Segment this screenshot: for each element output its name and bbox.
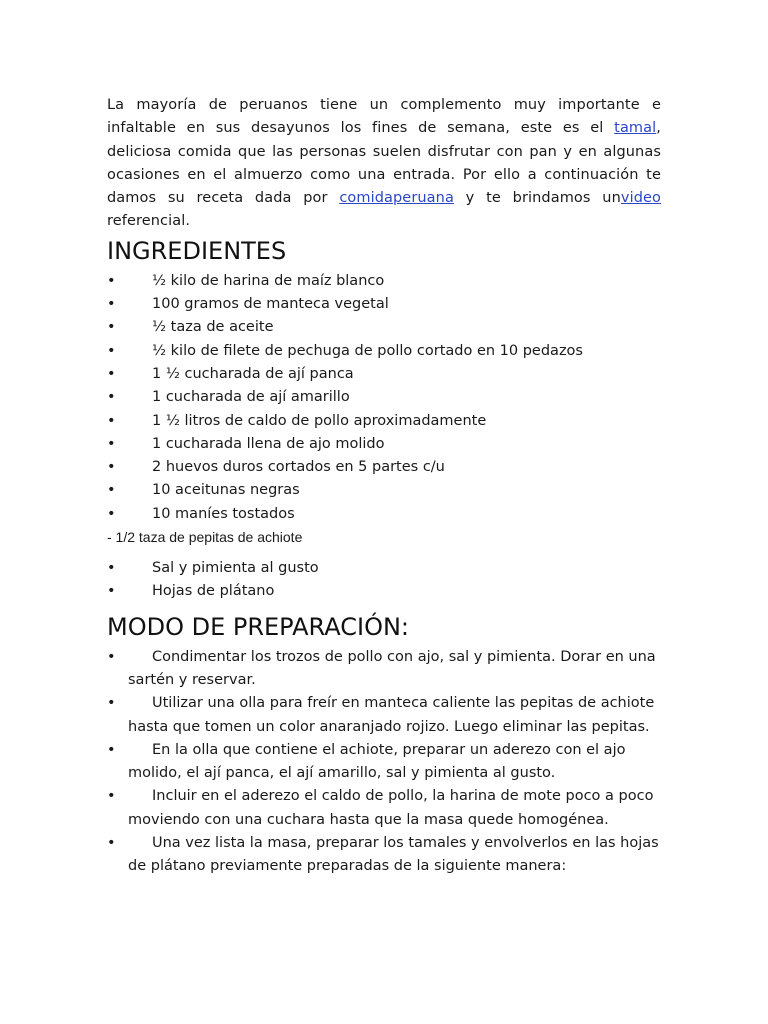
bullet-icon: • [107,342,116,359]
list-item [107,832,661,879]
comidaperuana-link[interactable]: comidaperuana [339,190,454,207]
list-item [107,363,661,386]
list-item [107,410,661,433]
list-item [107,456,661,479]
list-item [107,270,661,293]
list-item-text: Hojas de plátano [152,583,275,600]
list-item [107,340,661,363]
list-item [107,433,661,456]
list-item-text: 1 cucharada de ají amarillo [152,389,350,406]
bullet-icon: • [107,319,116,336]
list-item [107,316,661,339]
bullet-icon: • [107,459,116,476]
list-item-text: Incluir en el aderezo el caldo de pollo, la harina de mote poco a poco moviendo con una cuchara hasta que la masa quede homogénea. [128,788,654,828]
list-item [107,293,661,316]
bullet-icon: • [107,412,116,429]
list-item-text: Una vez lista la masa, preparar los tamales y envolverlos en las hojas de plátano previamente preparadas de la siguiente manera: [128,835,659,875]
video-link[interactable]: video [620,190,661,207]
intro-text-1: La mayoría de peruanos tiene un complemento muy importante e infaltable en sus desayunos los fines de semana, este es el [107,97,661,137]
list-item-text: 1 ½ cucharada de ají panca [152,365,354,382]
method-heading: MODO DE PREPARACIÓN: [107,612,410,641]
bullet-icon: • [107,788,116,805]
bullet-icon: • [107,435,116,452]
list-item-text: Utilizar una olla para freír en manteca caliente las pepitas de achiote hasta que tomen un color anaranjado rojizo. Luego eliminar las pepitas. [128,695,655,735]
bullet-icon: • [107,389,116,406]
list-item-text: En la olla que contiene el achiote, preparar un aderezo con el ajo molido, el ají panca, el ají amarillo, sal y pimienta al gusto. [128,741,626,782]
intro-paragraph [107,94,661,234]
list-item [107,580,661,603]
intro-text-2: , deliciosa comida que las personas suelen disfrutar con pan y en algunas ocasiones en el almuerzo como una entrada. Por ello a continuación te damos su receta dada por [107,120,661,207]
list-item [107,785,661,832]
bullet-icon: • [107,695,116,712]
bullet-icon: • [107,272,116,289]
list-item [107,386,661,409]
list-item-text: 10 aceitunas negras [152,482,300,499]
bullet-icon: • [107,560,116,577]
bullet-icon: • [107,648,116,665]
bullet-icon: • [107,482,116,499]
list-item-text: Condimentar los trozos de pollo con ajo, sal y pimienta. Dorar en una sartén y reservar. [128,648,656,688]
list-item-text: ½ kilo de filete de pechuga de pollo cortado en 10 pedazos [152,342,583,359]
list-item-text: 1 cucharada llena de ajo molido [152,435,385,452]
list-item-text: 2 huevos duros cortados en 5 partes c/u [152,459,445,476]
list-item [107,646,661,693]
list-item-text: ½ kilo de harina de maíz blanco [152,272,385,289]
tamal-link[interactable]: tamal [614,120,657,137]
list-item [107,739,661,786]
bullet-icon: • [107,741,116,758]
bullet-icon: • [107,296,116,313]
list-item-text: 100 gramos de manteca vegetal [152,296,389,313]
list-item-text: 1 ½ litros de caldo de pollo aproximadamente [152,412,487,429]
list-item-text: 10 maníes tostados [152,505,295,522]
list-item-text: ½ taza de aceite [152,319,274,336]
intro-text-3: y te brindamos un [453,190,621,207]
steps-list [107,646,661,879]
achiote-line: - 1/2 taza de pepitas de achiote [107,529,303,546]
intro-text-4: referencial. [107,213,191,230]
bullet-icon: • [107,835,116,852]
bullet-icon: • [107,365,116,382]
ingredients-list-2 [107,557,661,604]
document-page [107,94,661,879]
list-item [107,557,661,580]
list-item-text: Sal y pimienta al gusto [152,560,319,577]
ingredients-heading: INGREDIENTES [107,236,287,265]
list-item [107,479,661,502]
list-item [107,503,661,526]
bullet-icon: • [107,505,116,522]
list-item [107,692,661,739]
ingredients-list [107,270,661,526]
bullet-icon: • [107,583,116,600]
